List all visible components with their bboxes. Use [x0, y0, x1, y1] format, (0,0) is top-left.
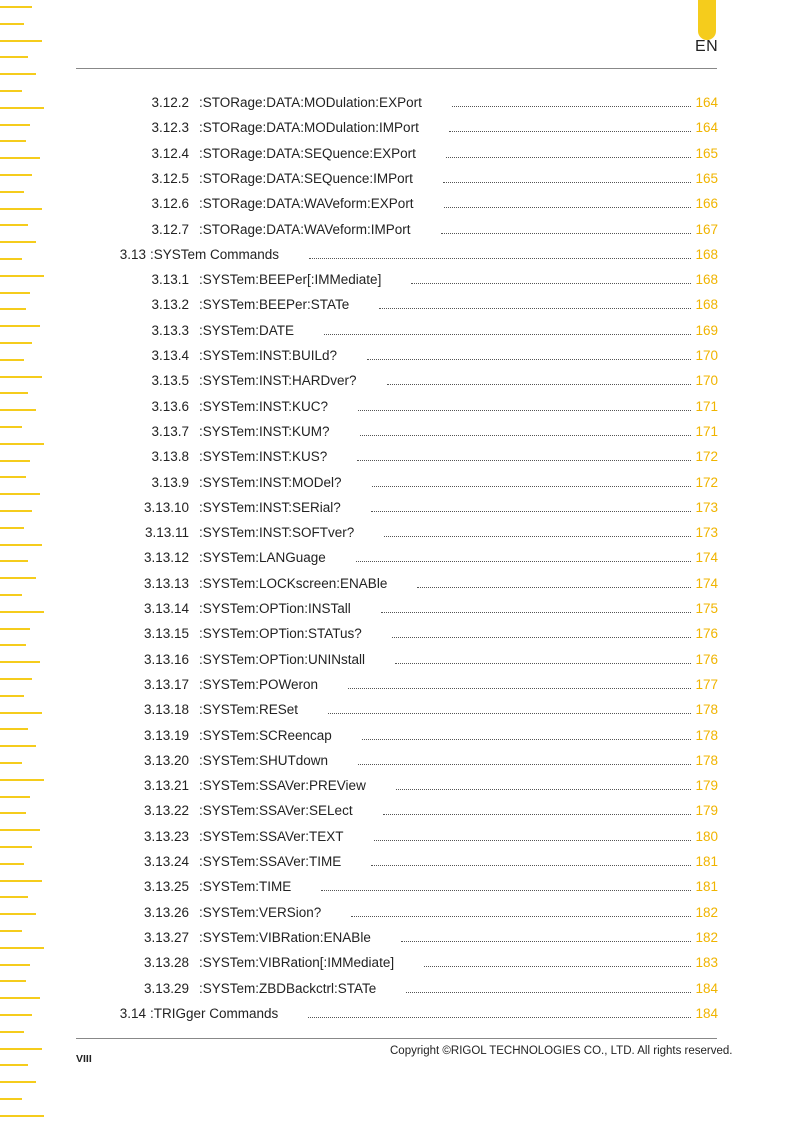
toc-entry-page[interactable]: 165: [695, 170, 718, 186]
margin-tick: [0, 1048, 42, 1050]
toc-entry-title: :SYSTem:SSAVer:SELect: [199, 803, 353, 819]
toc-entry-title: :SYSTem:VERSion?: [199, 904, 322, 920]
toc-entry[interactable]: [76, 141, 718, 166]
margin-tick: [0, 409, 36, 411]
toc-entry-page[interactable]: 166: [695, 196, 718, 212]
toc-dot-leader: [324, 334, 691, 335]
toc-entry-page[interactable]: 168: [695, 272, 718, 288]
margin-tick: [0, 695, 24, 697]
toc-entry-page[interactable]: 168: [695, 246, 718, 262]
margin-tick: [0, 23, 24, 25]
toc-entry-number: 3.12.3: [151, 120, 189, 136]
margin-tick: [0, 964, 30, 966]
margin-tick: [0, 208, 42, 210]
toc-entry[interactable]: [76, 748, 718, 773]
toc-entry-page[interactable]: 179: [695, 803, 718, 819]
toc-entry[interactable]: [76, 849, 718, 874]
margin-tick: [0, 443, 44, 445]
toc-entry[interactable]: [76, 368, 718, 393]
toc-dot-leader: [379, 308, 691, 309]
margin-tick: [0, 73, 36, 75]
margin-tick: [0, 779, 44, 781]
toc-entry-page[interactable]: 174: [695, 550, 718, 566]
toc-entry[interactable]: [76, 217, 718, 242]
toc-entry-title: :SYSTem:SHUTdown: [199, 752, 329, 768]
toc-dot-leader: [367, 359, 691, 360]
toc-entry-number: 3.13.28: [143, 955, 189, 971]
toc-dot-leader: [308, 1017, 691, 1018]
toc-entry-number: 3.13.27: [143, 929, 189, 945]
margin-tick: [0, 460, 30, 462]
margin-tick: [0, 896, 28, 898]
toc-entry-page[interactable]: 182: [695, 929, 718, 945]
toc-entry-number: 3.13.23: [143, 828, 189, 844]
toc-dot-leader: [371, 511, 691, 512]
toc-dot-leader: [384, 536, 691, 537]
margin-tick: [0, 812, 26, 814]
toc-entry-number: 3.14: [119, 1005, 146, 1021]
toc-entry-title: :STORage:DATA:SEQuence:EXPort: [199, 145, 416, 161]
margin-tick: [0, 1014, 32, 1016]
toc-dot-leader: [358, 410, 691, 411]
toc-entry[interactable]: [76, 267, 718, 292]
toc-entry-page[interactable]: 164: [695, 120, 718, 136]
toc-entry-number: 3.13.12: [143, 550, 189, 566]
toc-dot-leader: [387, 384, 691, 385]
margin-tick: [0, 762, 22, 764]
toc-entry-title: :SYSTem:INST:KUM?: [199, 423, 330, 439]
toc-entry-number: 3.13.8: [151, 449, 189, 465]
toc-entry-title: :SYSTem:INST:SOFTver?: [199, 525, 355, 541]
margin-tick: [0, 577, 36, 579]
margin-tick: [0, 224, 28, 226]
margin-tick: [0, 40, 42, 42]
toc-entry-page[interactable]: 175: [695, 601, 718, 616]
toc-entry[interactable]: [76, 419, 718, 444]
margin-tick: [0, 157, 40, 159]
toc-entry-page[interactable]: 181: [695, 879, 718, 895]
margin-tick: [0, 1115, 44, 1117]
header-rule: [76, 68, 717, 69]
toc-entry[interactable]: [76, 697, 718, 722]
toc-entry-title: :SYSTem:BEEPer[:IMMediate]: [199, 272, 382, 288]
toc-entry-page[interactable]: 180: [695, 828, 718, 844]
toc-entry-page[interactable]: 182: [695, 904, 718, 920]
toc-entry-number: 3.13.26: [143, 904, 189, 920]
toc-entry-number: 3.13.3: [151, 322, 189, 338]
toc-entry-number: 3.13.4: [151, 348, 189, 363]
margin-tick: [0, 829, 40, 831]
toc-entry-page[interactable]: 171: [695, 423, 718, 439]
margin-tick: [0, 930, 22, 932]
toc-entry[interactable]: [76, 545, 718, 570]
margin-tick: [0, 426, 22, 428]
toc-dot-leader: [358, 764, 691, 765]
toc-entry-title: :SYSTem:SSAVer:TIME: [199, 854, 342, 869]
toc-entry-title: :SYSTem:OPTion:UNINstall: [199, 651, 366, 667]
margin-tick: [0, 997, 40, 999]
margin-tick: [0, 880, 42, 882]
toc-entry-page[interactable]: 178: [695, 702, 718, 718]
toc-dot-leader: [452, 106, 691, 107]
toc-entry-page[interactable]: 168: [695, 297, 718, 313]
page-number: VIII: [76, 1053, 92, 1065]
margin-tick: [0, 678, 32, 680]
margin-tick: [0, 527, 24, 529]
toc-dot-leader: [383, 814, 691, 815]
toc-dot-leader: [360, 435, 691, 436]
toc-entry[interactable]: [76, 900, 718, 925]
toc-entry-title: :STORage:DATA:WAVeform:IMPort: [199, 221, 411, 237]
toc-dot-leader: [371, 865, 691, 866]
toc-dot-leader: [401, 941, 691, 942]
toc-entry[interactable]: [76, 191, 718, 216]
toc-entry-title: :TRIGger Commands: [150, 1005, 279, 1021]
toc-entry-title: :SYSTem:RESet: [199, 702, 299, 718]
toc-entry-number: 3.13.21: [143, 778, 189, 794]
margin-tick-bar: [0, 0, 46, 1122]
toc-entry-number: 3.12.4: [151, 145, 189, 161]
toc-entry-title: :SYSTem:INST:BUILd?: [199, 348, 338, 363]
toc-entry-page[interactable]: 177: [695, 676, 718, 692]
toc-entry-number: 3.13.1: [151, 272, 189, 288]
margin-tick: [0, 241, 36, 243]
toc-entry-number: 3.12.2: [151, 95, 189, 110]
toc-entry-number: 3.13.10: [143, 499, 189, 515]
toc-dot-leader: [417, 587, 691, 588]
toc-entry-title: :STORage:DATA:MODulation:EXPort: [199, 95, 422, 110]
toc-entry-number: 3.13.2: [151, 297, 189, 313]
toc-entry[interactable]: [76, 647, 718, 672]
toc-dot-leader: [381, 612, 691, 613]
margin-tick: [0, 1031, 24, 1033]
toc-entry[interactable]: [76, 672, 718, 697]
toc-entry-title: :SYSTem:SCReencap: [199, 727, 332, 743]
toc-dot-leader: [328, 713, 691, 714]
toc-entry[interactable]: [76, 773, 718, 798]
toc-entry-number: 3.13.19: [143, 727, 189, 743]
margin-tick: [0, 174, 32, 176]
margin-tick: [0, 846, 32, 848]
toc-entry[interactable]: [76, 520, 718, 545]
toc-dot-leader: [449, 131, 691, 132]
toc-dot-leader: [395, 663, 691, 664]
toc-entry-number: 3.13.13: [143, 575, 189, 591]
margin-tick: [0, 980, 26, 982]
margin-tick: [0, 107, 44, 109]
margin-tick: [0, 745, 36, 747]
toc-dot-leader: [446, 157, 691, 158]
toc-entry-page[interactable]: 170: [695, 348, 718, 363]
margin-tick: [0, 947, 44, 949]
toc-entry-number: 3.12.6: [151, 196, 189, 212]
toc-entry-number: 3.13.22: [143, 803, 189, 819]
margin-tick: [0, 712, 42, 714]
toc-dot-leader: [362, 739, 691, 740]
margin-tick: [0, 56, 28, 58]
toc-entry-title: :SYSTem:SSAVer:TEXT: [199, 828, 344, 844]
margin-tick: [0, 342, 32, 344]
toc-entry-title: :SYSTem:ZBDBackctrl:STATe: [199, 980, 377, 996]
toc-entry-title: :SYSTem:BEEPer:STATe: [199, 297, 350, 313]
toc-entry-number: 3.13.5: [151, 373, 189, 389]
toc-entry-number: 3.13.18: [143, 702, 189, 718]
toc-entry[interactable]: [76, 495, 718, 520]
toc-entry-title: :SYSTem:POWeron: [199, 676, 319, 692]
toc-entry-page[interactable]: 178: [695, 752, 718, 768]
toc-dot-leader: [392, 637, 691, 638]
toc-entry[interactable]: [76, 976, 718, 1001]
margin-tick: [0, 644, 26, 646]
margin-tick: [0, 359, 24, 361]
toc-entry-number: 3.13.25: [143, 879, 189, 895]
toc-dot-leader: [348, 688, 691, 689]
toc-entry[interactable]: [76, 874, 718, 899]
toc-entry-title: :SYSTem:DATE: [199, 322, 295, 338]
toc-entry-page[interactable]: 174: [695, 575, 718, 591]
toc-entry-number: 3.13.17: [143, 676, 189, 692]
toc-entry-page[interactable]: 169: [695, 322, 718, 338]
toc-entry-title: :SYSTem:INST:SERial?: [199, 499, 341, 515]
toc-entry-number: 3.13.24: [143, 854, 189, 869]
toc-dot-leader: [309, 258, 691, 259]
toc-entry-page[interactable]: 184: [695, 1005, 718, 1021]
toc-dot-leader: [443, 182, 691, 183]
toc-entry-title: :SYSTem:INST:KUS?: [199, 449, 328, 465]
toc-entry-page[interactable]: 176: [695, 651, 718, 667]
margin-tick: [0, 376, 42, 378]
toc-entry-number: 3.13.11: [144, 525, 189, 541]
toc-entry-number: 3.13.20: [143, 752, 189, 768]
margin-tick: [0, 1064, 28, 1066]
toc-dot-leader: [374, 840, 691, 841]
margin-tick: [0, 124, 30, 126]
toc-entry[interactable]: [76, 596, 718, 621]
toc-entry-number: 3.13.7: [151, 423, 189, 439]
toc-dot-leader: [357, 460, 691, 461]
margin-tick: [0, 661, 40, 663]
toc-entry-title: :SYSTem:INST:MODel?: [199, 474, 342, 490]
toc-entry[interactable]: [76, 343, 718, 368]
margin-tick: [0, 275, 44, 277]
toc-entry[interactable]: [76, 925, 718, 950]
toc-entry-page[interactable]: 178: [695, 727, 718, 743]
margin-tick: [0, 544, 42, 546]
toc-entry-number: 3.13.16: [143, 651, 189, 667]
margin-tick: [0, 560, 28, 562]
toc-entry-page[interactable]: 167: [695, 221, 718, 237]
margin-tick: [0, 594, 22, 596]
toc-dot-leader: [356, 561, 691, 562]
toc-entry-title: :SYSTem Commands: [150, 246, 280, 262]
toc-entry-page[interactable]: 176: [695, 626, 718, 642]
margin-tick: [0, 140, 26, 142]
toc-entry-page[interactable]: 164: [695, 95, 718, 110]
toc-entry-number: 3.12.7: [151, 221, 189, 237]
toc-dot-leader: [411, 283, 691, 284]
toc-entry-page[interactable]: 181: [695, 854, 718, 869]
toc-entry[interactable]: [76, 166, 718, 191]
toc-entry-title: :SYSTem:TIME: [199, 879, 292, 895]
toc-entry[interactable]: [76, 621, 718, 646]
toc-entry[interactable]: [76, 444, 718, 469]
toc-entry[interactable]: [76, 242, 718, 267]
toc-entry-title: :SYSTem:OPTion:INSTall: [199, 601, 351, 616]
margin-tick: [0, 611, 44, 613]
toc-entry[interactable]: [76, 1001, 718, 1026]
toc-entry-page[interactable]: 165: [695, 145, 718, 161]
toc-entry-number: 3.13.9: [151, 474, 189, 490]
toc-entry[interactable]: [76, 115, 718, 140]
toc-entry-page[interactable]: 172: [695, 474, 718, 490]
language-label: EN: [695, 38, 719, 55]
toc-entry-title: :STORage:DATA:MODulation:IMPort: [199, 120, 419, 136]
toc-entry-number: 3.13: [119, 246, 146, 262]
toc-entry-title: :SYSTem:INST:KUC?: [199, 398, 329, 414]
toc-entry[interactable]: [76, 90, 718, 115]
toc-entry[interactable]: [76, 571, 718, 596]
toc-entry-page[interactable]: 173: [695, 525, 718, 541]
toc-entry-title: :SYSTem:LOCKscreen:ENABle: [199, 575, 388, 591]
margin-tick: [0, 493, 40, 495]
copyright-notice: Copyright ©RIGOL TECHNOLOGIES CO., LTD. All rights reserved.: [390, 1045, 733, 1057]
toc-entry-number: 3.13.29: [143, 980, 189, 996]
margin-tick: [0, 1098, 22, 1100]
toc-entry-title: :SYSTem:VIBRation[:IMMediate]: [199, 955, 395, 971]
margin-tick: [0, 913, 36, 915]
toc-dot-leader: [444, 207, 691, 208]
toc-entry-title: :SYSTem:SSAVer:PREView: [199, 778, 366, 794]
margin-tick: [0, 191, 24, 193]
toc-dot-leader: [321, 890, 691, 891]
toc-dot-leader: [351, 916, 691, 917]
toc-entry-page[interactable]: 171: [695, 398, 718, 414]
margin-tick: [0, 325, 40, 327]
toc-dot-leader: [406, 992, 691, 993]
toc-entry[interactable]: [76, 798, 718, 823]
toc-entry[interactable]: [76, 394, 718, 419]
margin-tick: [0, 728, 28, 730]
toc-entry-page[interactable]: 172: [695, 449, 718, 465]
toc-entry-title: :SYSTem:INST:HARDver?: [199, 373, 357, 389]
margin-tick: [0, 1081, 36, 1083]
margin-tick: [0, 392, 28, 394]
toc-entry[interactable]: [76, 824, 718, 849]
toc-entry-page[interactable]: 173: [695, 499, 718, 515]
margin-tick: [0, 510, 32, 512]
footer-rule: [76, 1038, 717, 1039]
toc-dot-leader: [372, 486, 691, 487]
toc-entry[interactable]: [76, 292, 718, 317]
toc-dot-leader: [441, 233, 691, 234]
margin-tick: [0, 90, 22, 92]
toc-entry-page[interactable]: 179: [695, 778, 718, 794]
toc-entry-page[interactable]: 183: [695, 955, 718, 971]
margin-tick: [0, 6, 32, 8]
margin-tick: [0, 628, 30, 630]
toc-entry-title: :SYSTem:VIBRation:ENABle: [199, 929, 371, 945]
language-tab: [698, 0, 716, 40]
toc-entry[interactable]: [76, 723, 718, 748]
toc-entry-title: :STORage:DATA:WAVeform:EXPort: [199, 196, 414, 212]
toc-entry-title: :SYSTem:OPTion:STATus?: [199, 626, 362, 642]
toc-entry-number: 3.13.14: [143, 601, 189, 616]
margin-tick: [0, 258, 22, 260]
margin-tick: [0, 796, 30, 798]
toc-entry[interactable]: [76, 470, 718, 495]
toc-entry-number: 3.13.6: [151, 398, 189, 414]
toc-entry[interactable]: [76, 950, 718, 975]
toc-entry[interactable]: [76, 318, 718, 343]
toc-dot-leader: [396, 789, 691, 790]
margin-tick: [0, 863, 24, 865]
toc-dot-leader: [424, 966, 691, 967]
toc-entry-title: :SYSTem:LANGuage: [199, 550, 326, 566]
toc-entry-title: :STORage:DATA:SEQuence:IMPort: [199, 170, 413, 186]
toc-entry-number: 3.12.5: [151, 170, 189, 186]
toc-entry-number: 3.13.15: [143, 626, 189, 642]
margin-tick: [0, 292, 30, 294]
toc-entry-page[interactable]: 170: [695, 373, 718, 389]
toc-entry-page[interactable]: 184: [695, 980, 718, 996]
margin-tick: [0, 476, 26, 478]
margin-tick: [0, 308, 26, 310]
